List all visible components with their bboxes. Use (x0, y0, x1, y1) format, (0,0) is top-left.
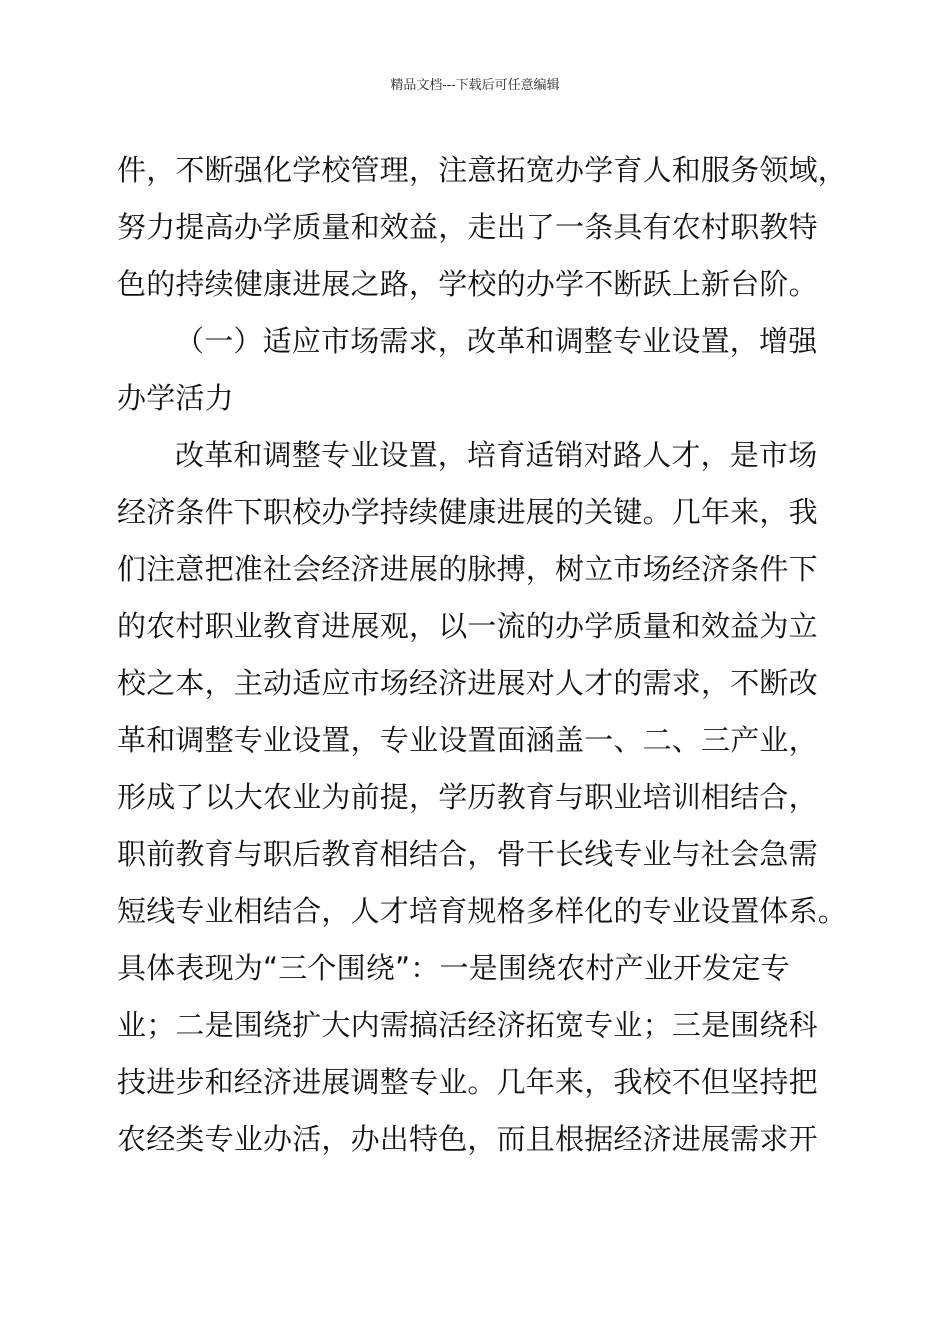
text-line: 短线专业相结合，人才培育规格多样化的专业设置体系。 (117, 894, 848, 928)
text-line: 革和调整专业设置，专业设置面涵盖一、二、三产业， (117, 723, 818, 757)
text-line: 业；二是围绕扩大内需搞活经济拓宽专业；三是围绕科 (117, 1008, 818, 1042)
text-line: 努力提高办学质量和效益，走出了一条具有农村职教特 (117, 210, 818, 244)
text-line: 形成了以大农业为前提，学历教育与职业培训相结合， (117, 780, 818, 814)
text-line: 们注意把准社会经济进展的脉搏，树立市场经济条件下 (117, 552, 818, 586)
text-line: 农经类专业办活，办出特色，而且根据经济进展需求开 (117, 1122, 818, 1156)
document-body (117, 142, 877, 1168)
paragraph-start: 改革和调整专业设置，培育适销对路人才，是市场 (175, 438, 818, 472)
text-line: 的农村职业教育进展观，以一流的办学质量和效益为立 (117, 609, 818, 643)
page-header: 精品文档---下载后可任意编辑 (390, 78, 560, 93)
text-line: 色的持续健康进展之路，学校的办学不断跃上新台阶。 (117, 267, 818, 301)
text-line: 具体表现为“三个围绕”：一是围绕农村产业开发定专 (117, 951, 790, 985)
text-line: 校之本，主动适应市场经济进展对人才的需求，不断改 (117, 666, 818, 700)
text-line: 职前教育与职后教育相结合，骨干长线专业与社会急需 (117, 837, 818, 871)
section-heading: （一）适应市场需求，改革和调整专业设置，增强 (175, 324, 818, 358)
text-line: 经济条件下职校办学持续健康进展的关键。几年来，我 (117, 495, 818, 529)
section-heading-continued: 办学活力 (117, 381, 234, 415)
text-line: 件，不断强化学校管理，注意拓宽办学育人和服务领域， (117, 153, 848, 187)
text-line: 技进步和经济进展调整专业。几年来，我校不但坚持把 (117, 1065, 818, 1099)
